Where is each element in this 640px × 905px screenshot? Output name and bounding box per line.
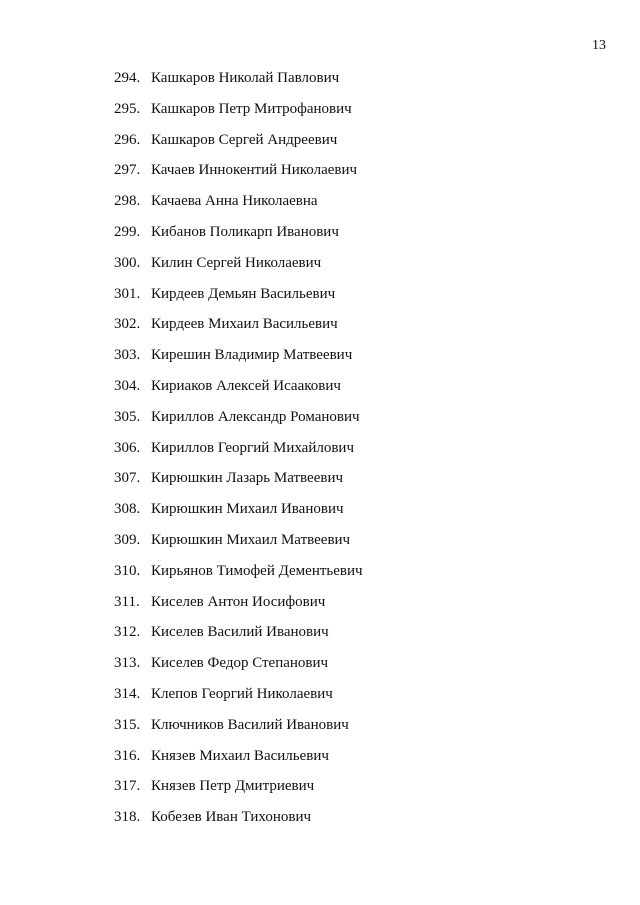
page-number: 13 <box>592 38 606 53</box>
list-item <box>114 191 363 222</box>
list-item <box>114 407 363 438</box>
entry-number: 300. <box>114 254 141 271</box>
list-item <box>114 253 363 284</box>
entry-number: 302. <box>114 316 141 333</box>
entry-number: 298. <box>114 193 141 210</box>
entry-number: 305. <box>114 408 141 425</box>
list-item <box>114 561 363 592</box>
entry-name: Киселев Антон Иосифович <box>151 593 326 610</box>
list-item <box>114 222 363 253</box>
entry-name: Кирюшкин Михаил Иванович <box>151 501 344 518</box>
entry-name: Кириаков Алексей Исаакович <box>151 377 341 394</box>
list-item <box>114 468 363 499</box>
entry-name: Кобезев Иван Тихонович <box>151 809 312 826</box>
entry-number: 296. <box>114 131 141 148</box>
entry-name: Кириллов Георгий Михайлович <box>151 439 354 456</box>
list-item <box>114 499 363 530</box>
list-item <box>114 130 363 161</box>
entry-number: 307. <box>114 470 141 487</box>
list-item <box>114 530 363 561</box>
list-item <box>114 99 363 130</box>
entry-name: Кирешин Владимир Матвеевич <box>151 347 353 364</box>
entry-number: 295. <box>114 100 141 117</box>
entry-name: Кирдеев Демьян Васильевич <box>151 285 336 302</box>
entry-name: Клепов Георгий Николаевич <box>151 685 333 702</box>
entry-name: Киселев Федор Степанович <box>151 655 329 672</box>
entry-name: Киселев Василий Иванович <box>151 624 329 641</box>
entry-name: Качаев Иннокентий Николаевич <box>151 162 358 179</box>
entry-name: Кашкаров Петр Митрофанович <box>151 100 352 117</box>
entry-number: 317. <box>114 778 141 795</box>
entry-number: 301. <box>114 285 141 302</box>
entry-name: Кашкаров Сергей Андреевич <box>151 131 338 148</box>
list-item <box>114 684 363 715</box>
list-item <box>114 284 363 315</box>
entry-number: 308. <box>114 501 141 518</box>
list-item <box>114 345 363 376</box>
list-item <box>114 438 363 469</box>
entry-number: 299. <box>114 223 141 240</box>
entry-number: 303. <box>114 347 141 364</box>
list-item <box>114 592 363 623</box>
entry-name: Кирдеев Михаил Васильевич <box>151 316 338 333</box>
entry-name: Кибанов Поликарп Иванович <box>151 223 339 240</box>
list-item <box>114 68 363 99</box>
name-list <box>114 68 363 838</box>
list-item <box>114 314 363 345</box>
entry-number: 294. <box>114 70 141 86</box>
entry-name: Князев Михаил Васильевич <box>151 747 329 764</box>
entry-number: 315. <box>114 716 141 733</box>
list-item <box>114 807 363 838</box>
entry-number: 313. <box>114 655 141 672</box>
entry-name: Кашкаров Николай Павлович <box>151 70 340 86</box>
entry-name: Кириллов Александр Романович <box>151 408 360 425</box>
entry-number: 314. <box>114 685 141 702</box>
list-item <box>114 622 363 653</box>
list-item <box>114 715 363 746</box>
entry-number: 318. <box>114 809 141 826</box>
entry-name: Качаева Анна Николаевна <box>151 193 318 210</box>
entry-name: Князев Петр Дмитриевич <box>151 778 315 795</box>
entry-number: 311. <box>114 593 140 610</box>
list-item <box>114 746 363 777</box>
list-item <box>114 776 363 807</box>
entry-number: 306. <box>114 439 141 456</box>
entry-number: 310. <box>114 562 141 579</box>
list-item <box>114 160 363 191</box>
entry-name: Кирьянов Тимофей Дементьевич <box>151 562 363 579</box>
entry-number: 309. <box>114 531 141 548</box>
list-item <box>114 653 363 684</box>
entry-number: 316. <box>114 747 141 764</box>
entry-name: Ключников Василий Иванович <box>151 716 349 733</box>
list-item <box>114 376 363 407</box>
entry-name: Кирюшкин Михаил Матвеевич <box>151 531 351 548</box>
entry-name: Кирюшкин Лазарь Матвеевич <box>151 470 344 487</box>
entry-number: 297. <box>114 162 141 179</box>
entry-number: 304. <box>114 377 141 394</box>
entry-name: Килин Сергей Николаевич <box>151 254 322 271</box>
entry-number: 312. <box>114 624 141 641</box>
